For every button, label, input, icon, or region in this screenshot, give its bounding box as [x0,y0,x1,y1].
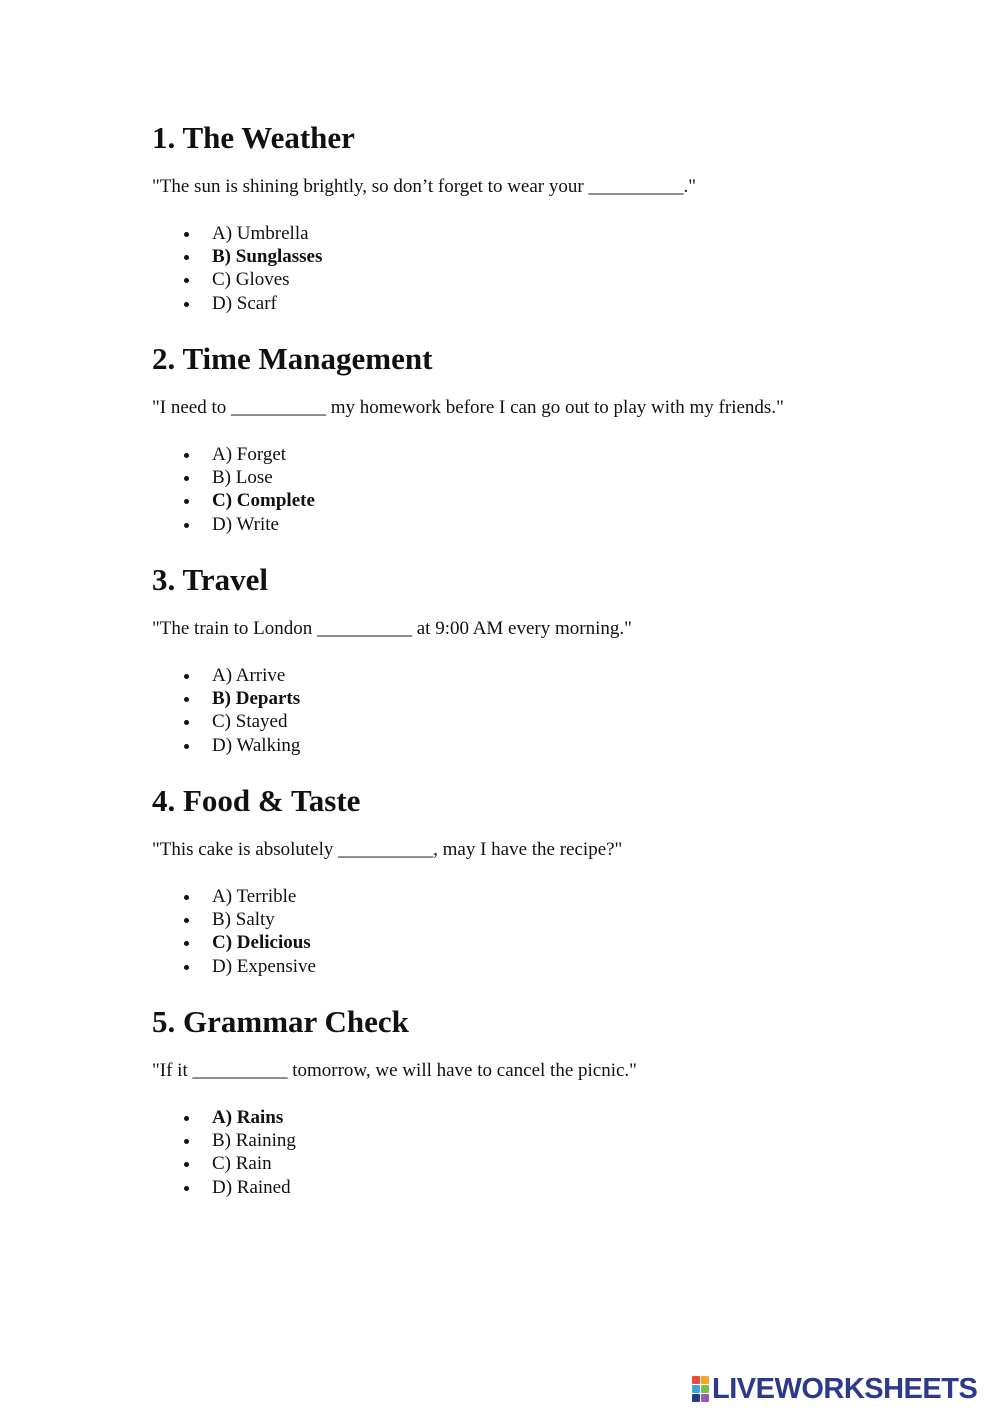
question-3 [152,562,952,756]
answer-option[interactable]: C) Complete [152,489,315,512]
question-prompt: "I need to __________ my homework before I can go out to play with my friends." [152,397,784,418]
answer-option[interactable]: B) Sunglasses [152,245,322,268]
logo-grid-icon [692,1376,709,1402]
question-title: 5. Grammar Check [152,1004,409,1039]
answer-option[interactable]: D) Write [152,513,315,536]
answer-option[interactable]: C) Rain [152,1152,296,1175]
logo-square [692,1394,700,1402]
answer-options [152,885,316,978]
answer-option[interactable]: A) Rains [152,1106,296,1129]
answer-options [152,222,322,315]
logo-square [701,1394,709,1402]
answer-option[interactable]: A) Terrible [152,885,316,908]
answer-option[interactable]: C) Stayed [152,710,300,733]
answer-options [152,443,315,536]
question-title: 1. The Weather [152,120,355,155]
answer-option[interactable]: A) Arrive [152,664,300,687]
answer-option[interactable]: B) Lose [152,466,315,489]
answer-option[interactable]: B) Departs [152,687,300,710]
answer-option[interactable]: C) Delicious [152,931,316,954]
question-prompt: "The sun is shining brightly, so don’t forget to wear your __________." [152,176,696,197]
question-4 [152,783,952,977]
answer-option[interactable]: D) Rained [152,1176,296,1199]
answer-option[interactable]: B) Raining [152,1129,296,1152]
question-prompt: "If it __________ tomorrow, we will have to cancel the picnic." [152,1060,637,1081]
answer-options [152,664,300,757]
question-2 [152,341,952,535]
logo-square [692,1385,700,1393]
answer-option[interactable]: C) Gloves [152,268,322,291]
logo-text: LIVEWORKSHEETS [712,1373,978,1405]
answer-option[interactable]: A) Forget [152,443,315,466]
question-title: 4. Food & Taste [152,783,361,818]
logo-square [692,1376,700,1384]
answer-options [152,1106,296,1199]
answer-option[interactable]: B) Salty [152,908,316,931]
logo-square [701,1385,709,1393]
question-prompt: "The train to London __________ at 9:00 AM every morning." [152,618,632,639]
answer-option[interactable]: D) Scarf [152,292,322,315]
liveworksheets-logo[interactable] [692,1373,977,1405]
question-1 [152,120,952,314]
logo-square [701,1376,709,1384]
answer-option[interactable]: A) Umbrella [152,222,322,245]
question-5 [152,1004,952,1198]
question-prompt: "This cake is absolutely __________, may I have the recipe?" [152,839,623,860]
question-title: 2. Time Management [152,341,433,376]
question-title: 3. Travel [152,562,268,597]
answer-option[interactable]: D) Expensive [152,955,316,978]
answer-option[interactable]: D) Walking [152,734,300,757]
